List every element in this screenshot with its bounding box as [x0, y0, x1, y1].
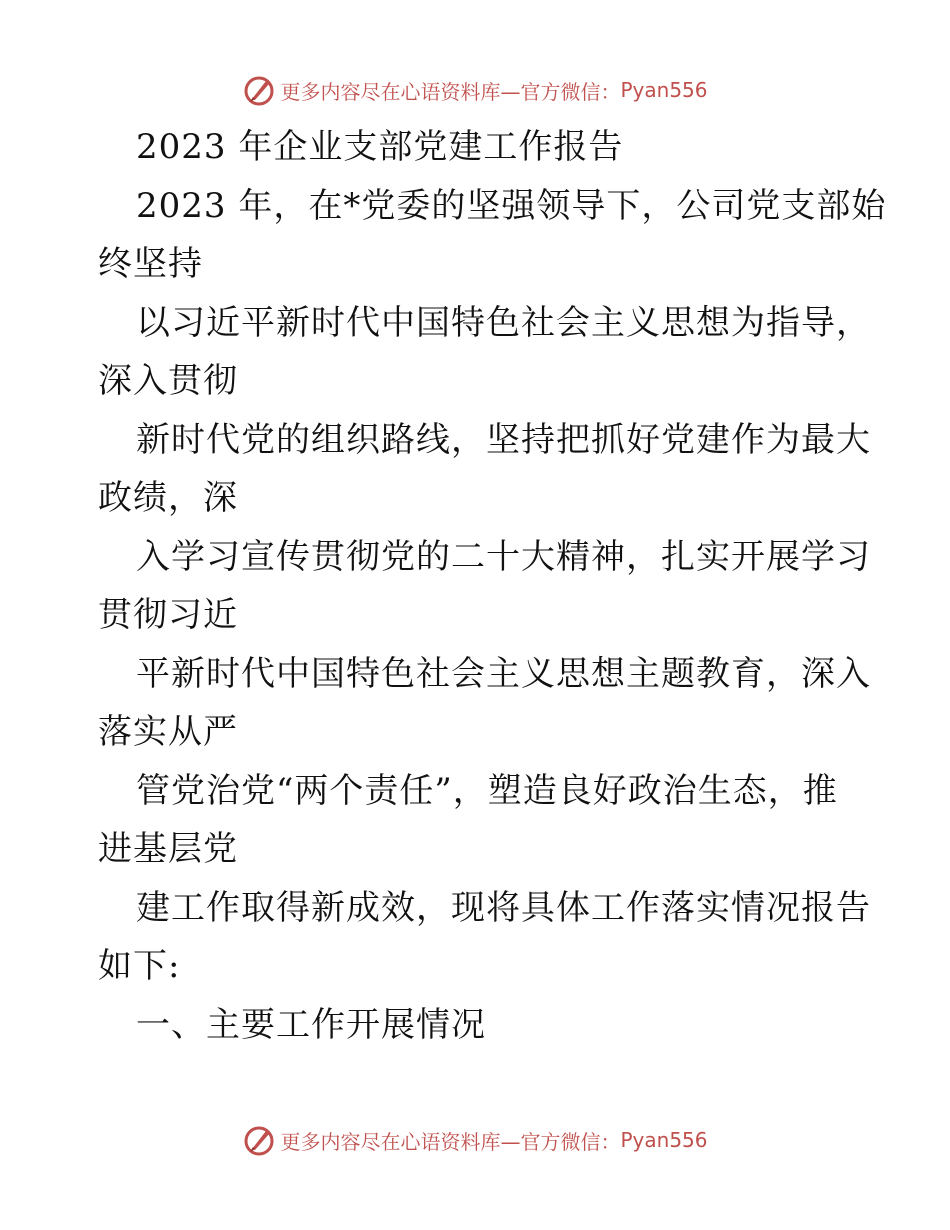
paragraph-line: 新时代党的组织路线，坚持把抓好党建作为最大: [136, 419, 871, 460]
paragraph-line: 落实从严: [98, 712, 238, 752]
paragraph-line: 管党治党“两个责任”，塑造良好政治生态，推: [136, 770, 838, 811]
section-heading: 一、主要工作开展情况: [136, 1004, 486, 1045]
watermark-text: 更多内容尽在心语资料库—官方微信：: [280, 79, 621, 104]
paragraph-line: 贯彻习近: [98, 595, 238, 635]
paragraph-line: 如下:: [98, 946, 181, 986]
paragraph-line: 进基层党: [98, 829, 238, 869]
document-title: 2023 年企业支部党建工作报告: [136, 127, 624, 167]
header-watermark: [0, 70, 950, 110]
paragraph-line: 入学习宣传贯彻党的二十大精神，扎实开展学习: [136, 536, 871, 577]
paragraph-line: 建工作取得新成效，现将具体工作落实情况报告: [136, 887, 871, 928]
paragraph-line: 终坚持: [98, 244, 203, 284]
paragraph-line: 深入贯彻: [98, 361, 238, 401]
paragraph-line: 政绩，深: [98, 478, 238, 518]
watermark-account: Pyan556: [620, 1128, 708, 1152]
paragraph-line: 2023 年，在*党委的坚强领导下，公司党支部始: [136, 185, 887, 226]
paragraph-line: 平新时代中国特色社会主义思想主题教育，深入: [136, 653, 871, 694]
document-body: [98, 118, 887, 1054]
quill-logo-icon: [242, 73, 276, 107]
paragraph-line: 以习近平新时代中国特色社会主义思想为指导，: [136, 302, 871, 343]
footer-watermark: [0, 1120, 950, 1160]
watermark-account: Pyan556: [620, 78, 708, 102]
quill-logo-icon: [242, 1123, 276, 1157]
watermark-text: 更多内容尽在心语资料库—官方微信：: [280, 1129, 621, 1154]
